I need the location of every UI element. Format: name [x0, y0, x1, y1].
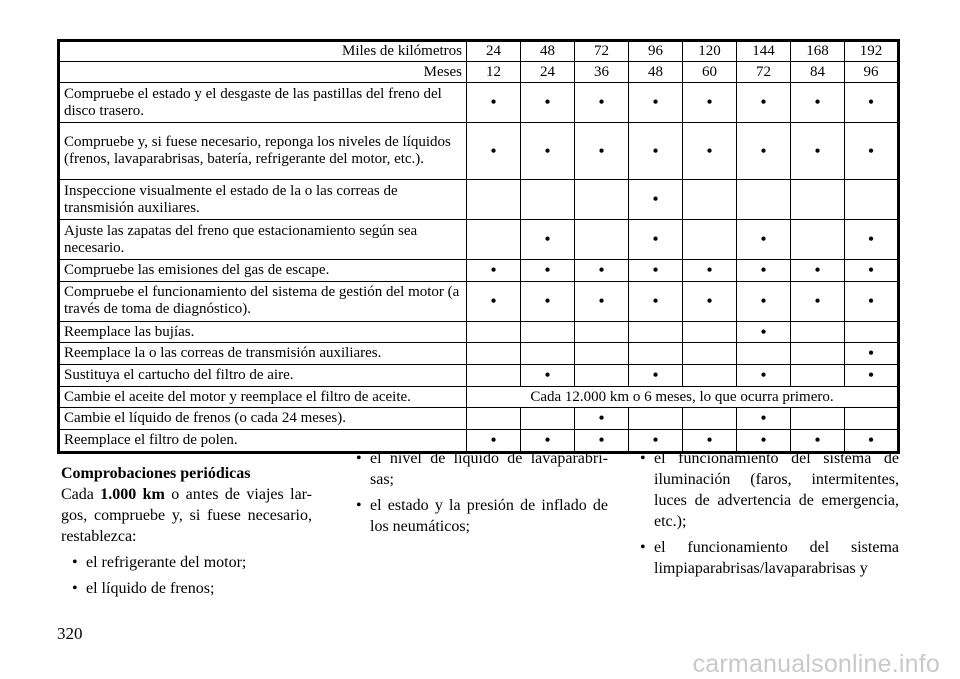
empty-cell	[791, 408, 845, 430]
service-mark: •	[575, 123, 629, 180]
service-mark: •	[467, 123, 521, 180]
service-mark: •	[467, 281, 521, 321]
list-item-text: el estado y la presión de inflado de los neumáticos;	[370, 497, 608, 535]
service-mark: •	[683, 281, 737, 321]
schedule-row	[59, 260, 899, 282]
service-mark: •	[791, 123, 845, 180]
km-header-row-value: 24	[467, 41, 521, 62]
months-header-row-value: 24	[521, 62, 575, 83]
service-mark: •	[845, 260, 899, 282]
service-mark: •	[845, 365, 899, 387]
months-header-row-value: 48	[629, 62, 683, 83]
bullet-icon: •	[356, 497, 362, 514]
service-mark: •	[683, 260, 737, 282]
service-mark: •	[575, 408, 629, 430]
bullet-icon: •	[640, 450, 646, 467]
service-mark: •	[575, 260, 629, 282]
maintenance-schedule-table	[57, 39, 900, 454]
schedule-row	[59, 386, 899, 408]
service-mark: •	[521, 83, 575, 123]
schedule-row-label: Cambie el aceite del motor y reemplace el filtro de aceite.	[59, 386, 467, 408]
schedule-row-label: Reemplace la o las correas de transmisión auxiliares.	[59, 343, 467, 365]
empty-cell	[575, 220, 629, 260]
empty-cell	[791, 321, 845, 343]
service-mark: •	[629, 365, 683, 387]
schedule-row-note: Cada 12.000 km o 6 meses, lo que ocurra primero.	[467, 386, 899, 408]
schedule-row	[59, 123, 899, 180]
bullet-icon: •	[356, 450, 362, 467]
service-mark: •	[521, 430, 575, 453]
service-mark: •	[737, 123, 791, 180]
bullet-icon: •	[640, 539, 646, 556]
periodic-checks-column-1	[61, 463, 312, 599]
service-mark: •	[683, 83, 737, 123]
list-item	[345, 448, 608, 490]
list-item	[629, 448, 899, 532]
service-mark: •	[629, 281, 683, 321]
service-mark: •	[845, 220, 899, 260]
list-item-text: el funcionamiento del sistema limpiaparabrisas/lavaparabrisas y	[654, 539, 899, 577]
empty-cell	[575, 321, 629, 343]
service-mark: •	[683, 123, 737, 180]
maintenance-schedule-body	[59, 41, 899, 453]
schedule-row-label: Reemplace las bujías.	[59, 321, 467, 343]
service-mark: •	[845, 281, 899, 321]
service-mark: •	[791, 83, 845, 123]
empty-cell	[629, 321, 683, 343]
km-header-row-value: 96	[629, 41, 683, 62]
months-header-row-label: Meses	[59, 62, 467, 83]
empty-cell	[845, 408, 899, 430]
service-mark: •	[845, 123, 899, 180]
empty-cell	[575, 180, 629, 220]
service-mark: •	[845, 83, 899, 123]
empty-cell	[467, 408, 521, 430]
months-header-row-value: 36	[575, 62, 629, 83]
km-header-row-value: 48	[521, 41, 575, 62]
service-mark: •	[845, 343, 899, 365]
periodic-checks-list-2	[345, 448, 608, 537]
service-mark: •	[575, 83, 629, 123]
km-header-row	[59, 41, 899, 62]
service-mark: •	[521, 123, 575, 180]
service-mark: •	[737, 408, 791, 430]
schedule-row-label: Compruebe el estado y el desgaste de las pastillas del freno del disco trasero.	[59, 83, 467, 123]
empty-cell	[575, 365, 629, 387]
months-header-row-value: 96	[845, 62, 899, 83]
empty-cell	[521, 343, 575, 365]
empty-cell	[683, 180, 737, 220]
schedule-row	[59, 321, 899, 343]
service-mark: •	[629, 180, 683, 220]
list-item	[629, 537, 899, 579]
service-mark: •	[575, 430, 629, 453]
service-mark: •	[521, 281, 575, 321]
periodic-checks-list-3	[629, 448, 899, 579]
periodic-checks-list-1	[61, 552, 312, 599]
service-mark: •	[467, 260, 521, 282]
km-header-row-value: 144	[737, 41, 791, 62]
schedule-row-label: Compruebe las emisiones del gas de escape.	[59, 260, 467, 282]
bullet-icon: •	[72, 580, 78, 597]
empty-cell	[467, 180, 521, 220]
empty-cell	[791, 180, 845, 220]
list-item	[61, 578, 312, 599]
schedule-row-label: Compruebe y, si fuese necesario, reponga los niveles de líquidos (frenos, lavaparabrisas, batería, refrigerante del motor, etc.).	[59, 123, 467, 180]
empty-cell	[791, 343, 845, 365]
service-mark: •	[629, 260, 683, 282]
schedule-row	[59, 220, 899, 260]
empty-cell	[521, 408, 575, 430]
service-mark: •	[737, 260, 791, 282]
periodic-checks-column-3	[629, 443, 899, 579]
schedule-row	[59, 365, 899, 387]
service-mark: •	[737, 220, 791, 260]
periodic-checks-heading: Comprobaciones periódicas	[61, 465, 251, 482]
service-mark: •	[629, 430, 683, 453]
months-header-row-value: 84	[791, 62, 845, 83]
schedule-row-label: Sustituya el cartucho del filtro de aire.	[59, 365, 467, 387]
km-header-row-value: 72	[575, 41, 629, 62]
empty-cell	[629, 408, 683, 430]
periodic-checks-intro: Cada 1.000 km o antes de viajes lar- gos, compruebe y, si fuese necesario, restablezca:	[61, 486, 313, 545]
service-mark: •	[467, 430, 521, 453]
empty-cell	[683, 408, 737, 430]
watermark: carmanualsonline.info	[692, 650, 940, 678]
schedule-row-label: Compruebe el funcionamiento del sistema de gestión del motor (a través de toma de diagnóstico).	[59, 281, 467, 321]
schedule-row	[59, 281, 899, 321]
service-mark: •	[521, 365, 575, 387]
schedule-row-label: Inspeccione visualmente el estado de la o las correas de transmisión auxiliares.	[59, 180, 467, 220]
list-item-text: el nivel de líquido de lavaparabri- sas;	[370, 450, 608, 488]
bullet-icon: •	[72, 554, 78, 571]
empty-cell	[521, 180, 575, 220]
page-number: 320	[57, 624, 83, 643]
empty-cell	[737, 343, 791, 365]
service-mark: •	[737, 83, 791, 123]
months-header-row-value: 72	[737, 62, 791, 83]
service-mark: •	[737, 281, 791, 321]
service-mark: •	[845, 430, 899, 453]
empty-cell	[575, 343, 629, 365]
service-mark: •	[791, 281, 845, 321]
schedule-row	[59, 408, 899, 430]
list-item-text: el refrigerante del motor;	[86, 554, 247, 571]
schedule-row-label: Reemplace el filtro de polen.	[59, 430, 467, 453]
list-item	[345, 495, 608, 537]
empty-cell	[467, 220, 521, 260]
service-mark: •	[629, 123, 683, 180]
interval-km: 1.000 km	[100, 486, 165, 503]
service-mark: •	[683, 430, 737, 453]
service-mark: •	[629, 220, 683, 260]
service-mark: •	[521, 260, 575, 282]
list-item-text: el funcionamiento del sistema de iluminación (faros, intermitentes, luces de advertencia de emergencia, etc.);	[654, 450, 899, 530]
service-mark: •	[737, 430, 791, 453]
schedule-row-label: Cambie el líquido de frenos (o cada 24 meses).	[59, 408, 467, 430]
list-item-text: el líquido de frenos;	[86, 580, 215, 597]
empty-cell	[467, 321, 521, 343]
months-header-row-value: 60	[683, 62, 737, 83]
schedule-row	[59, 180, 899, 220]
service-mark: •	[467, 83, 521, 123]
periodic-checks-column-2	[345, 443, 608, 537]
empty-cell	[629, 343, 683, 365]
schedule-row	[59, 343, 899, 365]
schedule-row-label: Ajuste las zapatas del freno que estacionamiento según sea necesario.	[59, 220, 467, 260]
service-mark: •	[791, 260, 845, 282]
km-header-row-value: 192	[845, 41, 899, 62]
service-mark: •	[521, 220, 575, 260]
service-mark: •	[575, 281, 629, 321]
empty-cell	[791, 365, 845, 387]
list-item	[61, 552, 312, 573]
empty-cell	[683, 343, 737, 365]
empty-cell	[737, 180, 791, 220]
service-mark: •	[737, 321, 791, 343]
empty-cell	[467, 343, 521, 365]
empty-cell	[683, 321, 737, 343]
km-header-row-label: Miles de kilómetros	[59, 41, 467, 62]
months-header-row	[59, 62, 899, 83]
empty-cell	[845, 180, 899, 220]
empty-cell	[683, 220, 737, 260]
empty-cell	[845, 321, 899, 343]
km-header-row-value: 168	[791, 41, 845, 62]
service-mark: •	[737, 365, 791, 387]
km-header-row-value: 120	[683, 41, 737, 62]
empty-cell	[791, 220, 845, 260]
empty-cell	[521, 321, 575, 343]
service-mark: •	[629, 83, 683, 123]
months-header-row-value: 12	[467, 62, 521, 83]
service-mark: •	[791, 430, 845, 453]
schedule-row	[59, 83, 899, 123]
empty-cell	[467, 365, 521, 387]
empty-cell	[683, 365, 737, 387]
